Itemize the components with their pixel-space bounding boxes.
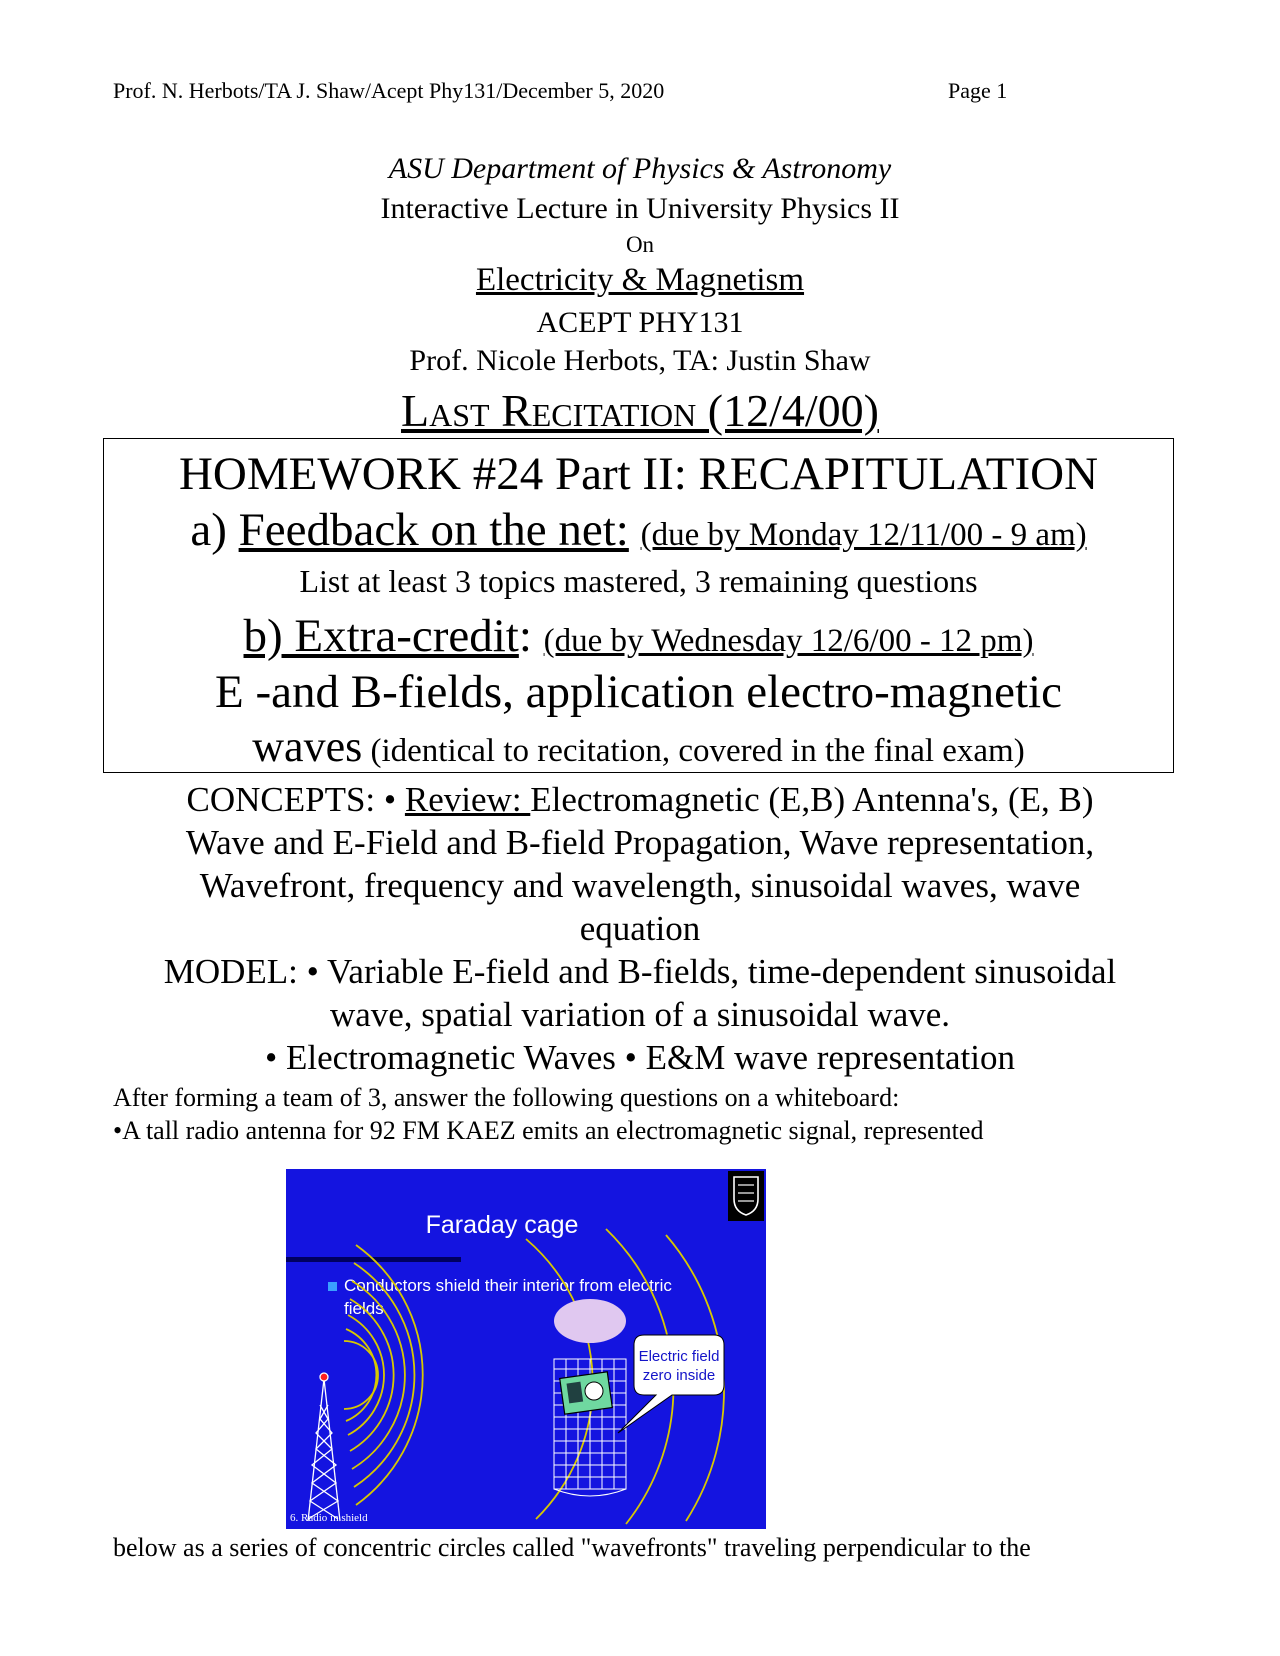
course-code: ACEPT PHY131 xyxy=(536,306,744,339)
part-a-label: Feedback on the net: xyxy=(238,504,629,556)
question-start: •A tall radio antenna for 92 FM KAEZ emits an electromagnetic signal, represented xyxy=(113,1116,984,1145)
bullet-square-icon xyxy=(328,1282,337,1291)
part-a-detail: List at least 3 topics mastered, 3 remaining questions xyxy=(299,563,978,599)
bullet-text-line-1: Conductors shield their interior from electric xyxy=(344,1276,672,1295)
concepts-line-3: Wavefront, frequency and wavelength, sinusoidal waves, wave xyxy=(199,866,1081,905)
homework-part-b xyxy=(104,609,1173,663)
part-b-label: b) Extra-credit xyxy=(243,610,519,662)
topic-waves: waves xyxy=(252,722,363,771)
radio-icon xyxy=(560,1372,613,1414)
university-logo xyxy=(728,1171,764,1221)
concepts-review: Review: xyxy=(404,780,531,819)
model-line-3: • Electromagnetic Waves • E&M wave representation xyxy=(265,1038,1015,1077)
subject-line: Electricity & Magnetism xyxy=(475,262,805,298)
homework-title: HOMEWORK #24 Part II: RECAPITULATION xyxy=(178,448,1099,500)
running-header: Prof. N. Herbots/TA J. Shaw/Acept Phy131/December 5, 2020 xyxy=(113,78,665,103)
part-a-due: (due by Monday 12/11/00 - 9 am) xyxy=(640,517,1087,553)
topic-waves-line xyxy=(104,721,1173,772)
team-instructions: After forming a team of 3, answer the following questions on a whiteboard: xyxy=(113,1083,900,1112)
page-number: Page 1 xyxy=(948,78,1008,103)
part-a-prefix: a) xyxy=(190,504,239,556)
figure-caption: 6. Radio in shield xyxy=(290,1512,368,1524)
homework-part-a xyxy=(104,503,1173,557)
question-continued: below as a series of concentric circles called "wavefronts" traveling perpendicular to the xyxy=(113,1533,1031,1562)
model-line-2: wave, spatial variation of a sinusoidal wave. xyxy=(329,995,951,1034)
faraday-cage-figure xyxy=(286,1169,766,1529)
figure-title: Faraday cage xyxy=(425,1211,579,1239)
concepts-prefix: CONCEPTS: • xyxy=(186,780,405,819)
concepts-line-1 xyxy=(0,780,1280,820)
topic-note: (identical to recitation, covered in the final exam) xyxy=(362,733,1025,769)
callout-text-line-1: Electric field xyxy=(638,1348,720,1365)
part-b-colon: : xyxy=(518,610,544,662)
bullet-text-line-2: fields xyxy=(344,1299,384,1318)
recitation-heading: Last Recitation (12/4/00) xyxy=(401,385,879,436)
model-line-1: MODEL: • Variable E-field and B-fields, time-dependent sinusoidal xyxy=(163,952,1117,991)
instructors-line: Prof. Nicole Herbots, TA: Justin Shaw xyxy=(409,344,871,377)
callout-text-line-2: zero inside xyxy=(642,1367,716,1384)
homework-box xyxy=(103,438,1174,773)
part-b-due: (due by Wednesday 12/6/00 - 12 pm) xyxy=(543,623,1034,659)
topic-line: E -and B-fields, application electro-magnetic xyxy=(215,666,1062,718)
on-line: On xyxy=(625,232,655,257)
concepts-line-4: equation xyxy=(579,909,701,948)
concepts-line1-rest: Electromagnetic (E,B) Antenna's, (E, B) xyxy=(530,780,1094,819)
department-line: ASU Department of Physics & Astronomy xyxy=(388,152,892,185)
concepts-line-2: Wave and E-Field and B-field Propagation, Wave representation, xyxy=(185,823,1095,862)
lecture-line: Interactive Lecture in University Physics II xyxy=(380,192,900,225)
